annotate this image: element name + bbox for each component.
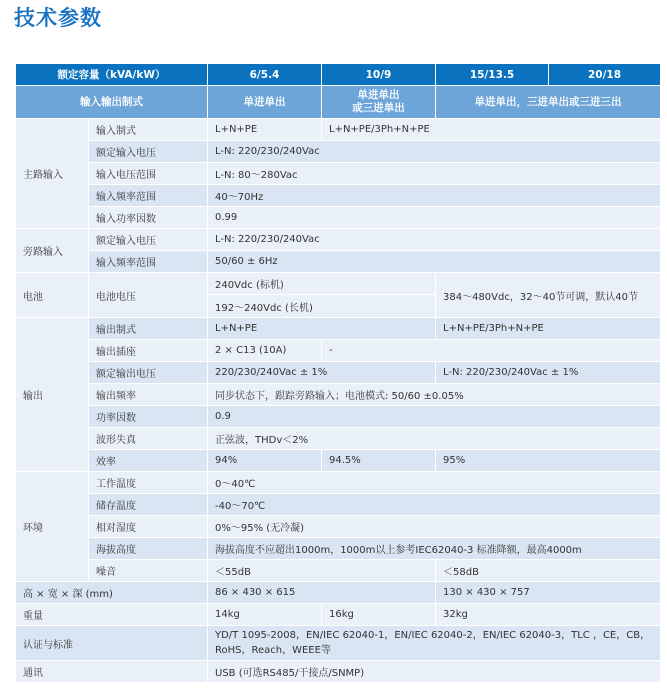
table-row [16,207,661,229]
io-value: 单进单出，三进单出或三进三出 [436,86,661,119]
table-row [16,428,661,450]
value: 32kg [436,604,661,626]
table-row [16,119,661,141]
table-row [16,472,661,494]
value: ＜58dB [436,560,661,582]
value: 16kg [322,604,436,626]
table-row [16,582,661,604]
value: - [322,340,661,362]
table-row [16,538,661,560]
param-label: 储存温度 [89,494,208,516]
value: 240Vdc (标机) [208,273,436,295]
value: L-N: 220/230/240Vac [208,229,661,251]
group-label: 电池 [16,273,89,318]
table-row [16,318,661,340]
param-label: 输入电压范围 [89,163,208,185]
value: 海拔高度不应超出1000m，1000m以上参考IEC62040-3 标准降额，最高4000m [208,538,661,560]
table-row [16,273,661,295]
param-label: 噪音 [89,560,208,582]
param-label: 波形失真 [89,428,208,450]
param-label: 相对湿度 [89,516,208,538]
header-row-io [16,86,661,119]
header-row-capacity [16,64,661,86]
group-label: 主路输入 [16,119,89,229]
value: L+N+PE [208,318,436,340]
value: L-N: 80～280Vac [208,163,661,185]
table-row [16,185,661,207]
param-label: 输出插座 [89,340,208,362]
value: ＜55dB [208,560,436,582]
table-row [16,516,661,538]
group-label: 环境 [16,472,89,582]
param-label: 通讯 [16,661,208,683]
param-label: 功率因数 [89,406,208,428]
param-label: 认证与标准 [16,626,208,661]
table-row [16,450,661,472]
page-title: 技术参数 [14,6,102,30]
value: L-N: 220/230/240Vac ± 1% [436,362,661,384]
io-value [322,86,436,119]
io-line: 单进单出 [357,89,400,101]
value: 130 × 430 × 757 [436,582,661,604]
value: 384～480Vdc，32～40节可调，默认40节 [436,273,661,318]
value: 同步状态下，跟踪旁路输入；电池模式: 50/60 ±0.05% [208,384,661,406]
value: 94.5% [322,450,436,472]
value: 95% [436,450,661,472]
param-label: 效率 [89,450,208,472]
value: 50/60 ± 6Hz [208,251,661,273]
value: 2 × C13 (10A) [208,340,322,362]
param-label: 输出频率 [89,384,208,406]
param-label: 高 × 宽 × 深 (mm) [16,582,208,604]
cert-line: RoHS，Reach，WEEE等 [215,645,331,656]
io-value: 单进单出 [208,86,322,119]
table-row [16,384,661,406]
value: L+N+PE [208,119,322,141]
param-label: 输入频率范围 [89,251,208,273]
param-label: 额定输入电压 [89,229,208,251]
value: -40～70℃ [208,494,661,516]
value: 0.9 [208,406,661,428]
value: 0～40℃ [208,472,661,494]
param-label: 重量 [16,604,208,626]
table-row [16,406,661,428]
value: 40～70Hz [208,185,661,207]
model-col: 10/9 [322,64,436,86]
table-row [16,340,661,362]
table-row [16,141,661,163]
param-label: 电池电压 [89,273,208,318]
param-label: 工作温度 [89,472,208,494]
table-row [16,604,661,626]
table-row [16,626,661,661]
io-line: 或三进单出 [352,102,405,114]
value: 0.99 [208,207,661,229]
cert-line: YD/T 1095-2008，EN/IEC 62040-1，EN/IEC 62040-2，EN/IEC 62040-3，TLC ，CE，CB， [215,630,651,641]
value: L+N+PE/3Ph+N+PE [436,318,661,340]
value: L-N: 220/230/240Vac [208,141,661,163]
value: 192～240Vdc (长机) [208,295,436,318]
model-col: 20/18 [549,64,661,86]
value: 0%～95% (无冷凝) [208,516,661,538]
value: 14kg [208,604,322,626]
table-row [16,661,661,683]
table-row [16,494,661,516]
param-label: 输入频率范围 [89,185,208,207]
param-label: 额定输入电压 [89,141,208,163]
param-label: 额定输出电压 [89,362,208,384]
value [208,626,661,661]
param-label: 输入制式 [89,119,208,141]
value: 220/230/240Vac ± 1% [208,362,436,384]
value: USB (可选RS485/干接点/SNMP) [208,661,661,683]
value: 86 × 430 × 615 [208,582,436,604]
table-row [16,560,661,582]
table-row [16,362,661,384]
table-row [16,251,661,273]
capacity-label: 额定容量（kVA/kW） [16,64,208,86]
model-col: 15/13.5 [436,64,549,86]
value: L+N+PE/3Ph+N+PE [322,119,661,141]
table-row [16,229,661,251]
group-label: 输出 [16,318,89,472]
param-label: 输出制式 [89,318,208,340]
model-col: 6/5.4 [208,64,322,86]
table-row [16,163,661,185]
param-label: 输入功率因数 [89,207,208,229]
param-label: 海拔高度 [89,538,208,560]
io-label: 输入输出制式 [16,86,208,119]
spec-table [15,63,661,683]
group-label: 旁路输入 [16,229,89,273]
value: 正弦波，THDv＜2% [208,428,661,450]
value: 94% [208,450,322,472]
